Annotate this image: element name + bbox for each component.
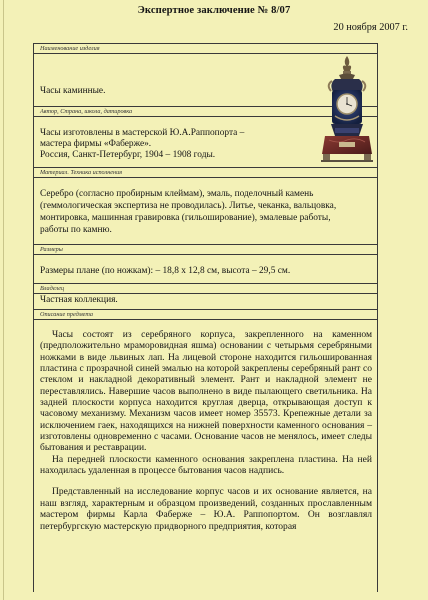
material-label: Материал. Техника исполнения <box>34 167 377 178</box>
name-value: Часы каминные. <box>40 86 106 96</box>
author-line-1: Часы изготовлены в мастерской Ю.А.Раппопорта – <box>40 128 245 138</box>
document-title: Экспертное заключение № 8/07 <box>137 5 291 16</box>
author-label: Автор, Страна, школа, датировка <box>34 106 377 117</box>
material-line-2: (геммологическая экспертиза не проводилась). Литье, чеканка, вальцовка, <box>40 201 337 211</box>
material-line-4: работы по камню. <box>40 225 112 235</box>
description-label: Описание предмета <box>34 309 377 320</box>
author-line-3: Россия, Санкт-Петербург, 1904 – 1908 годы. <box>40 150 216 160</box>
description-text <box>34 329 377 532</box>
owner-value: Частная коллекция. <box>40 295 118 305</box>
expert-form <box>33 43 378 592</box>
document-date: 20 ноября 2007 г. <box>333 22 408 33</box>
description-paragraph-2: На передней плоскости каменного основания закреплена пластина. На ней находилась удаленная в процессе бытования часов надпись. <box>40 453 372 477</box>
material-line-1: Серебро (согласно пробирным клеймам), эмаль, поделочный камень <box>40 189 314 199</box>
dimensions-value: Размеры плане (по ножкам): – 18,8 х 12,8 см, высота – 29,5 см. <box>40 266 291 276</box>
clock-photo <box>317 54 377 169</box>
author-line-2: мастера фирмы «Фаберже». <box>40 139 152 149</box>
description-paragraph-3: Представленный на исследование корпус часов и их основание является, на наш взгляд, характерным и образцом произведений, созданных прославленным мастером фирмы Карла Фаберже – Ю.А. Раппопортом. Он возглавлял петербургскую мастерскую придворного предприятия, которая <box>40 486 372 532</box>
description-paragraph-1: Часы состоят из серебряного корпуса, закрепленного на каменном (предположительно мраморовидная яшма) основании с четырьмя серебряными ножками в виде львиных лап. На лицевой стороне находится гильошированная пластина с прозрачной синей эмалью на которой закреплены серебряный рант со стеклом и накладной декоративный элемент. Рант и накладной элемент не переставлялись. Навершие часов выполнено в виде пылающего светильника. На задней плоскости корпуса находится круглая дверца, открывающая доступ к часовому механизму. Механизм часов имеет номер 35573. Крепежные детали за исключением гаек, находящихся на нижней поверхности каменного основания – изготовлены одновременно с часами. Основание часов не менялось, имеет следы бытования и реставрации. <box>40 329 372 454</box>
dimensions-label: Размеры <box>34 244 377 255</box>
name-label: Наименование изделия <box>34 44 377 54</box>
material-line-3: монтировка, машинная гравировка (гильоширование), эмалевые работы, <box>40 213 331 223</box>
owner-label: Владелец <box>34 283 377 294</box>
page-edge <box>3 0 4 600</box>
